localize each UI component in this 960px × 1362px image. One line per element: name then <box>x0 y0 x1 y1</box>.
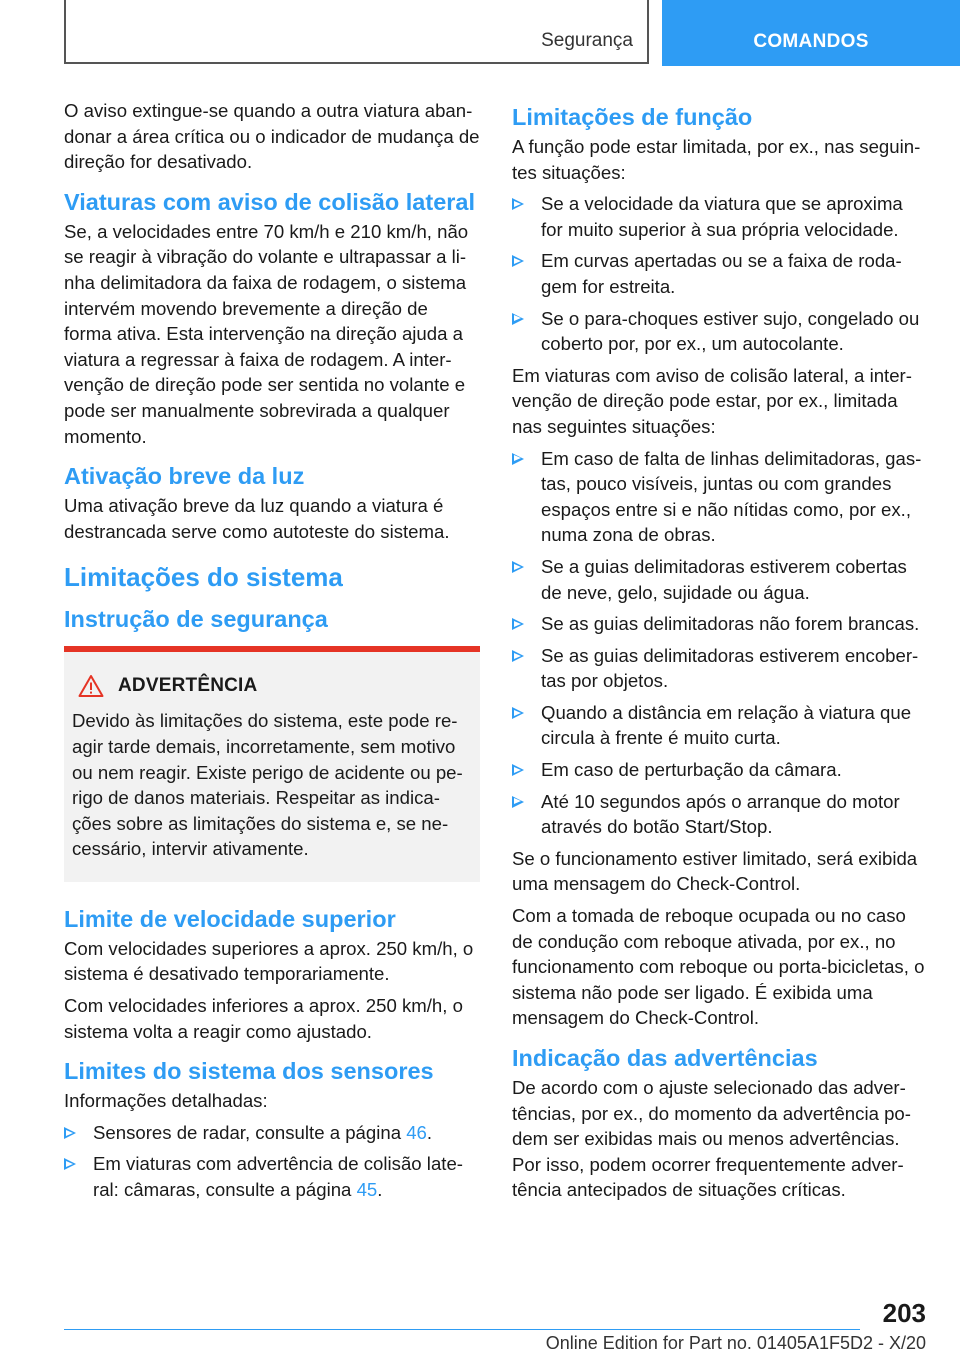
list-item-text: Em curvas apertadas ou se a faixa de roda-gem for estreita. <box>541 250 902 297</box>
paragraph-speed-lower: Com velocidades inferiores a aprox. 250 km/h, o sistema volta a reagir como ajustado. <box>64 995 463 1042</box>
list-item-punct: . <box>377 1179 383 1201</box>
header-section-title: Segurança <box>541 30 633 51</box>
triangle-bullet-icon <box>512 796 524 808</box>
list-item <box>512 554 926 605</box>
heading-warning-indication: Indicação das advertências <box>512 1045 818 1071</box>
heading-function-limits: Limitações de função <box>512 104 753 130</box>
paragraph-check-control-2: Com a tomada de reboque ocupada ou no caso de condução com reboque ativada, por ex., no funcionamento com reboque ou porta-bicicletas, o sistema não pode ser ligado. É exibida uma mensagem do Check-Control. <box>512 905 925 1029</box>
list-item-text: Em viaturas com advertência de colisão late-ral: câmaras, consulte a página <box>93 1153 463 1201</box>
list-item <box>512 700 926 751</box>
page-link-45[interactable]: 45 <box>356 1179 378 1201</box>
list-item-text: Se o para-choques estiver sujo, congelado ou coberto por, por ex., um autocolante. <box>541 307 920 355</box>
list-item <box>512 306 926 357</box>
list-item-text: Até 10 segundos após o arranque do motor através do botão Start/Stop. <box>541 790 900 838</box>
warning-title: ADVERTÊNCIA <box>118 675 258 697</box>
warning-header <box>72 674 472 698</box>
triangle-bullet-icon <box>512 453 524 465</box>
list-item <box>512 446 926 548</box>
heading-light-activation: Ativação breve da luz <box>64 463 305 490</box>
list-item <box>64 1120 480 1146</box>
header-tab-label: COMANDOS <box>753 31 869 52</box>
paragraph-speed-upper: Com velocidades superiores a aprox. 250 km/h, o sistema é desativado temporariamente. <box>64 937 474 985</box>
list-item-text: Se a velocidade da viatura que se aproxima for muito superior à sua própria velocidade. <box>541 193 903 240</box>
list-item <box>64 1151 480 1202</box>
triangle-bullet-icon <box>64 1127 76 1139</box>
triangle-bullet-icon <box>64 1158 76 1170</box>
list-item <box>512 757 926 783</box>
warning-box <box>64 646 480 882</box>
paragraph-warning-indication: De acordo com o ajuste selecionado das adver-tências, por ex., do momento da advertência po-dem ser exibidas mais ou menos advertências. Por isso, podem ocorrer frequentemente adver-tência antecipados de situações críticas. <box>512 1077 911 1201</box>
heading-side-collision: Viaturas com aviso de colisão lateral <box>64 188 476 215</box>
sensor-list <box>64 1120 480 1203</box>
triangle-bullet-icon <box>512 198 524 210</box>
heading-speed-limit: Limite de velocidade superior <box>64 905 396 932</box>
list-item-text: Quando a distância em relação à viatura que circula à frente é muito curta. <box>541 701 912 749</box>
list-item <box>512 643 926 694</box>
side-collision-limits-list <box>512 446 926 840</box>
paragraph-side-collision: Se, a velocidades entre 70 km/h e 210 km/h, não se reagir à vibração do volante e ultrapassar a li-nha delimitadora da faixa de rodagem, o sistema intervém movendo brevemente a direção de forma ativa. Esta intervenção na direção ajuda a viatura a regressar à faixa de rodagem. A inter-venção de direção pode ser sentida no volante e pode ser manualmente sobrevirada a qualquer momento. <box>64 220 469 447</box>
triangle-bullet-icon <box>512 561 524 573</box>
list-item-text: Sensores de radar, consulte a página <box>93 1121 407 1143</box>
header-section-box <box>64 0 649 64</box>
header-tab-box <box>662 0 960 66</box>
page-number: 203 <box>882 1298 926 1328</box>
warning-text: Devido às limitações do sistema, este pode re-agir tarde demais, incorretamente, sem motivo ou nem reagir. Existe perigo de acidente ou pe-rigo de danos materiais. Respeitar as indica-ções sobre as limitações do sistema e, se ne-cessário, intervir ativamente. <box>72 710 463 860</box>
paragraph-light-activation: Uma ativação breve da luz quando a viatura é destrancada serve como autoteste do sistema. <box>64 495 450 542</box>
triangle-bullet-icon <box>512 313 524 325</box>
list-item-text: Em caso de perturbação da câmara. <box>541 759 842 781</box>
warning-triangle-icon <box>78 674 104 698</box>
paragraph-function-limits: A função pode estar limitada, por ex., nas seguin-tes situações: <box>512 136 921 183</box>
paragraph-check-control-1: Se o funcionamento estiver limitado, será exibida uma mensagem do Check-Control. <box>512 847 918 895</box>
footer-divider <box>64 1329 860 1330</box>
page-link-46[interactable]: 46 <box>406 1121 427 1143</box>
triangle-bullet-icon <box>512 707 524 719</box>
right-column <box>512 98 926 1209</box>
list-item <box>512 191 926 242</box>
list-item-text: Se a guias delimitadoras estiverem cobertas de neve, gelo, sujidade ou água. <box>541 555 907 603</box>
footer-edition: Online Edition for Part no. 01405A1F5D2 - X/20 <box>545 1333 926 1353</box>
list-item-text: Em caso de falta de linhas delimitadoras, gas-tas, pouco visíveis, juntas ou com grandes espaços entre si e não nítidas como, por ex., numa zona de obras. <box>541 447 922 546</box>
triangle-bullet-icon <box>512 650 524 662</box>
list-item <box>512 611 926 637</box>
list-item <box>512 248 926 299</box>
heading-system-limits: Limitações do sistema <box>64 562 343 593</box>
list-item-punct: . <box>426 1121 433 1143</box>
list-item-text: Se as guias delimitadoras estiverem encober-tas por objetos. <box>541 644 919 692</box>
heading-safety-instruction: Instrução de segurança <box>64 606 328 633</box>
paragraph-detailed-info: Informações detalhadas: <box>64 1090 268 1112</box>
list-item-text: Se as guias delimitadoras não forem brancas. <box>541 613 920 635</box>
list-item <box>512 789 926 840</box>
paragraph-side-collision-limits: Em viaturas com aviso de colisão lateral, a inter-venção de direção pode estar, por ex., limitada nas seguintes situações: <box>512 364 912 437</box>
triangle-bullet-icon <box>512 255 524 267</box>
function-limits-list <box>512 191 926 357</box>
heading-sensor-limits: Limites do sistema dos sensores <box>64 1058 434 1085</box>
triangle-bullet-icon <box>512 618 524 630</box>
paragraph-aviso: O aviso extingue-se quando a outra viatura aban-donar a área crítica ou o indicador de mudança de direção for desativado. <box>64 100 480 173</box>
left-column <box>64 98 480 1209</box>
triangle-bullet-icon <box>512 764 524 776</box>
